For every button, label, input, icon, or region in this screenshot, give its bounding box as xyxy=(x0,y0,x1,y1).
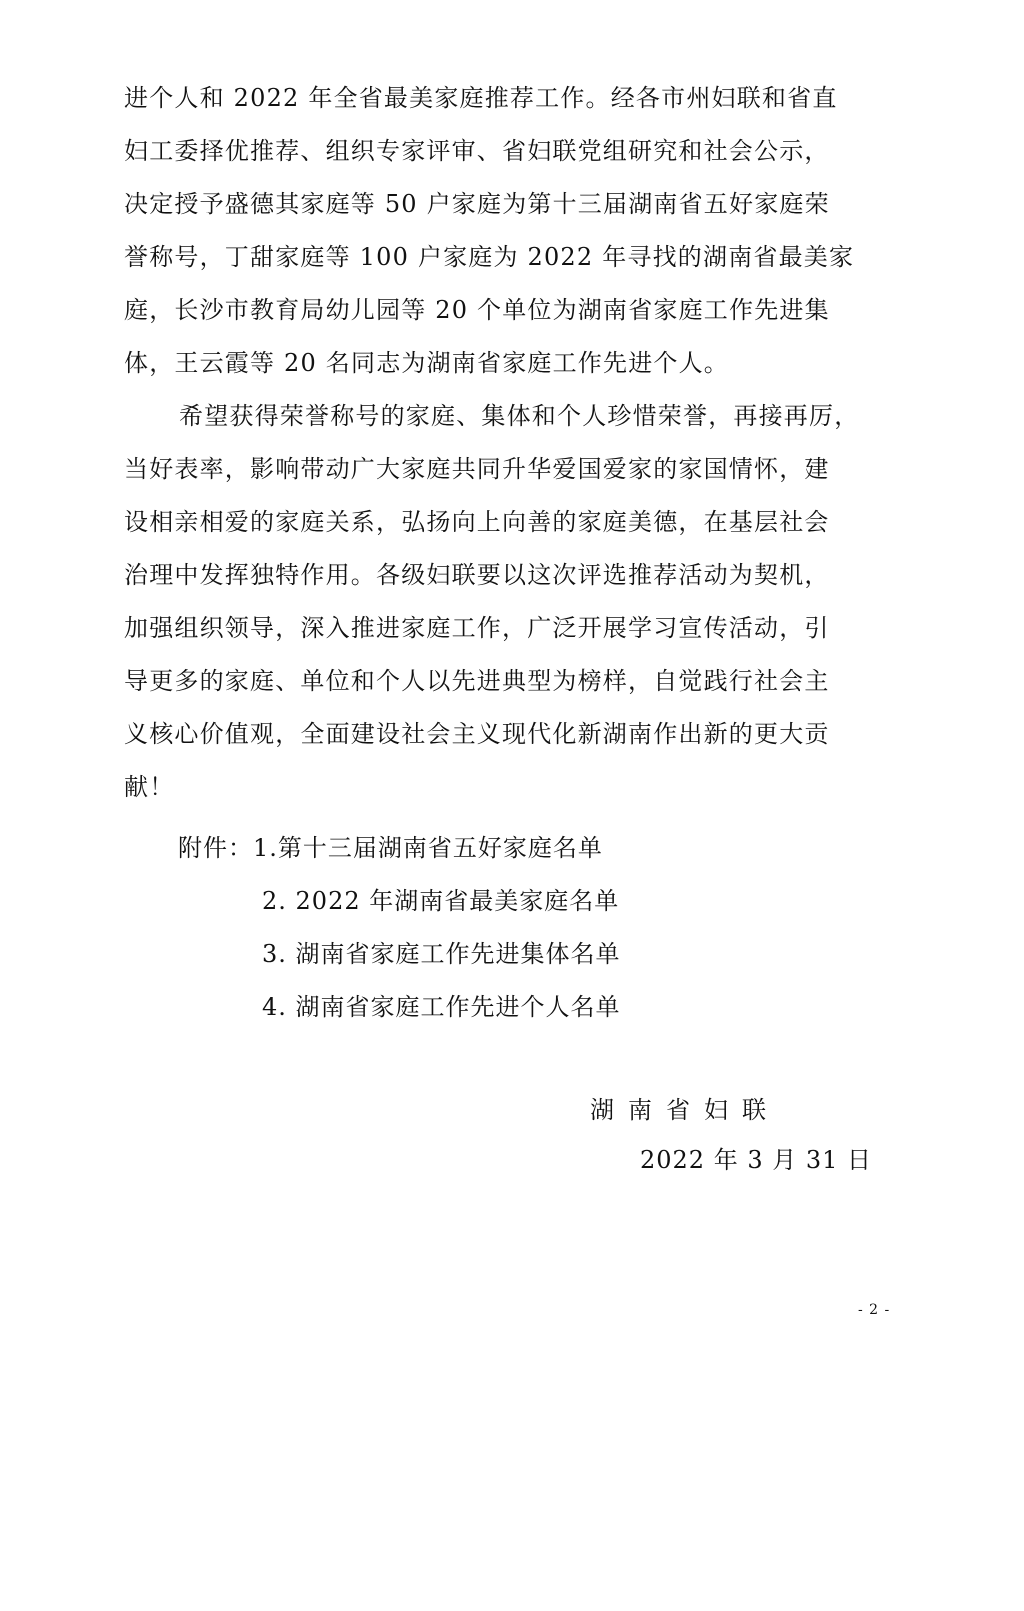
paragraph-line: 献！ xyxy=(124,773,175,801)
signature-date: 2022 年 3 月 31 日 xyxy=(640,1146,873,1174)
paragraph-line: 导更多的家庭、单位和个人以先进典型为榜样，自觉践行社会主 xyxy=(124,667,830,695)
paragraph-line: 进个人和 2022 年全省最美家庭推荐工作。经各市州妇联和省直 xyxy=(124,84,838,112)
signature-org: 湖南省妇联 xyxy=(590,1096,780,1124)
paragraph-line: 誉称号，丁甜家庭等 100 户家庭为 2022 年寻找的湖南省最美家 xyxy=(124,243,855,271)
body-text xyxy=(124,72,904,814)
paragraph-line: 当好表率，影响带动广大家庭共同升华爱国爱家的家国情怀，建 xyxy=(124,455,830,483)
paragraph-line: 设相亲相爱的家庭关系，弘扬向上向善的家庭美德，在基层社会 xyxy=(124,508,830,536)
page-number: - 2 - xyxy=(858,1302,891,1318)
paragraph-line: 庭，长沙市教育局幼儿园等 20 个单位为湖南省家庭工作先进集 xyxy=(124,296,830,324)
paragraph-line: 义核心价值观，全面建设社会主义现代化新湖南作出新的更大贡 xyxy=(124,720,830,748)
attachment-item: 3. 湖南省家庭工作先进集体名单 xyxy=(262,940,621,968)
paragraph-line: 决定授予盛德其家庭等 50 户家庭为第十三届湖南省五好家庭荣 xyxy=(124,190,830,218)
attachments-list xyxy=(178,822,878,1034)
attachment-item: 附件：1.第十三届湖南省五好家庭名单 xyxy=(178,834,603,862)
attachment-item: 2. 2022 年湖南省最美家庭名单 xyxy=(262,887,620,915)
paragraph-line: 加强组织领导，深入推进家庭工作，广泛开展学习宣传活动，引 xyxy=(124,614,830,642)
paragraph-line: 希望获得荣誉称号的家庭、集体和个人珍惜荣誉，再接再厉， xyxy=(179,402,860,430)
paragraph-line: 妇工委择优推荐、组织专家评审、省妇联党组研究和社会公示， xyxy=(124,137,830,165)
signature-block xyxy=(590,1085,890,1185)
paragraph-line: 体，王云霞等 20 名同志为湖南省家庭工作先进个人。 xyxy=(124,349,729,377)
attachment-item: 4. 湖南省家庭工作先进个人名单 xyxy=(262,993,621,1021)
paragraph-line: 治理中发挥独特作用。各级妇联要以这次评选推荐活动为契机， xyxy=(124,561,830,589)
